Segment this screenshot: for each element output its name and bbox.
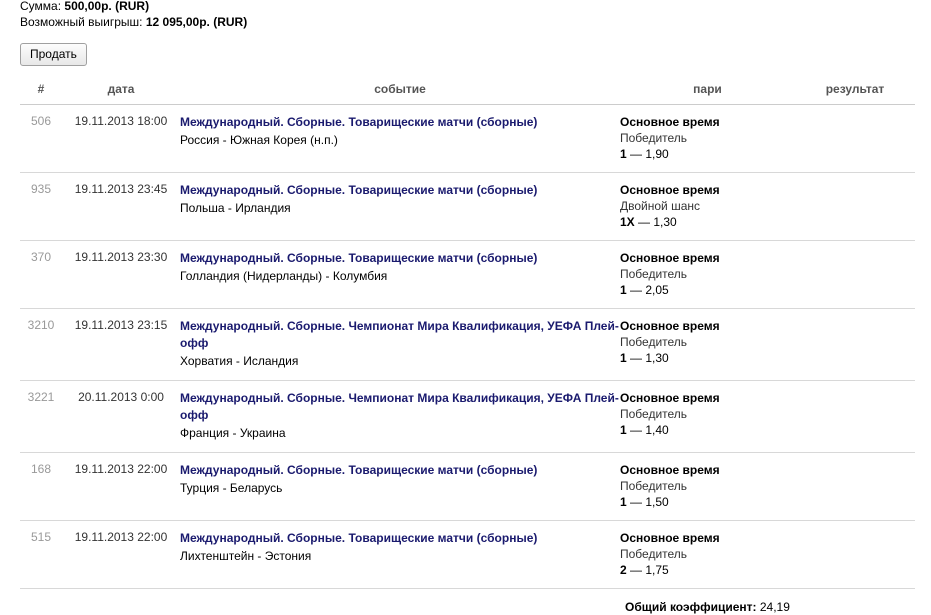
row-teams: Россия - Южная Корея (н.п.) bbox=[180, 132, 620, 149]
row-num: 370 bbox=[20, 241, 62, 309]
bets-table bbox=[20, 80, 915, 615]
row-result bbox=[795, 453, 915, 521]
row-odds-value: 1,90 bbox=[645, 147, 668, 161]
row-bet-type: Победитель bbox=[620, 334, 795, 350]
row-bet bbox=[620, 381, 795, 453]
summary-amount-value: 500,00р. (RUR) bbox=[64, 0, 149, 13]
row-date: 19.11.2013 23:30 bbox=[62, 241, 180, 309]
row-bet-type: Победитель bbox=[620, 478, 795, 494]
bet-summary bbox=[0, 0, 931, 30]
row-date: 19.11.2013 22:00 bbox=[62, 521, 180, 589]
table-row[interactable] bbox=[20, 521, 915, 589]
row-bet-type: Победитель bbox=[620, 130, 795, 146]
bets-table-foot bbox=[20, 589, 915, 615]
row-bet bbox=[620, 453, 795, 521]
row-teams: Польша - Ирландия bbox=[180, 200, 620, 217]
row-odds-value: 1,30 bbox=[653, 215, 676, 229]
row-teams: Голландия (Нидерланды) - Колумбия bbox=[180, 268, 620, 285]
bets-table-head bbox=[20, 80, 915, 105]
row-bet-pick: 1Х — 1,30 bbox=[620, 214, 795, 230]
footer-spacer-num bbox=[20, 589, 62, 615]
row-bet-type: Победитель bbox=[620, 266, 795, 282]
row-result bbox=[795, 241, 915, 309]
row-bet-period: Основное время bbox=[620, 114, 795, 130]
row-event bbox=[180, 309, 620, 381]
summary-amount-label: Сумма: bbox=[20, 0, 61, 13]
row-odds-value: 1,75 bbox=[645, 563, 668, 577]
row-pick-value: 1 bbox=[620, 147, 627, 161]
row-tournament: Международный. Сборные. Товарищеские матчи (сборные) bbox=[180, 462, 620, 479]
row-bet-pick: 1 — 1,50 bbox=[620, 494, 795, 510]
row-bet-type: Победитель bbox=[620, 546, 795, 562]
row-bet-period: Основное время bbox=[620, 390, 795, 406]
footer-total bbox=[620, 589, 915, 615]
footer-spacer-event bbox=[180, 589, 620, 615]
row-num: 168 bbox=[20, 453, 62, 521]
row-result bbox=[795, 381, 915, 453]
row-pick-value: 1 bbox=[620, 351, 627, 365]
table-row[interactable] bbox=[20, 453, 915, 521]
row-result bbox=[795, 173, 915, 241]
table-row[interactable] bbox=[20, 173, 915, 241]
row-bet-period: Основное время bbox=[620, 530, 795, 546]
row-num: 3210 bbox=[20, 309, 62, 381]
row-bet-pick: 2 — 1,75 bbox=[620, 562, 795, 578]
total-odds-value: 24,19 bbox=[760, 600, 790, 614]
row-pick-value: 1Х bbox=[620, 215, 635, 229]
row-bet bbox=[620, 173, 795, 241]
row-tournament: Международный. Сборные. Товарищеские матчи (сборные) bbox=[180, 530, 620, 547]
table-footer-row bbox=[20, 589, 915, 615]
row-pick-value: 1 bbox=[620, 423, 627, 437]
row-bet-period: Основное время bbox=[620, 462, 795, 478]
row-result bbox=[795, 521, 915, 589]
bets-table-body bbox=[20, 105, 915, 589]
footer-spacer-date bbox=[62, 589, 180, 615]
total-odds bbox=[621, 600, 914, 614]
row-num: 506 bbox=[20, 105, 62, 173]
table-row[interactable] bbox=[20, 381, 915, 453]
row-date: 19.11.2013 22:00 bbox=[62, 453, 180, 521]
row-num: 3221 bbox=[20, 381, 62, 453]
table-row[interactable] bbox=[20, 309, 915, 381]
table-row[interactable] bbox=[20, 105, 915, 173]
row-num: 515 bbox=[20, 521, 62, 589]
row-date: 19.11.2013 23:15 bbox=[62, 309, 180, 381]
row-event bbox=[180, 241, 620, 309]
row-bet-pick: 1 — 1,40 bbox=[620, 422, 795, 438]
row-pick-value: 1 bbox=[620, 495, 627, 509]
actions-bar bbox=[0, 30, 931, 66]
row-num: 935 bbox=[20, 173, 62, 241]
row-teams: Лихтенштейн - Эстония bbox=[180, 548, 620, 565]
row-teams: Турция - Беларусь bbox=[180, 480, 620, 497]
row-bet-period: Основное время bbox=[620, 182, 795, 198]
header-result: результат bbox=[795, 80, 915, 105]
summary-amount bbox=[20, 0, 931, 14]
table-row[interactable] bbox=[20, 241, 915, 309]
row-odds-value: 1,30 bbox=[645, 351, 668, 365]
header-event: событие bbox=[180, 80, 620, 105]
sell-button[interactable]: Продать bbox=[20, 43, 87, 66]
total-odds-label: Общий коэффициент: bbox=[625, 600, 757, 614]
row-tournament: Международный. Сборные. Товарищеские матчи (сборные) bbox=[180, 114, 620, 131]
row-event bbox=[180, 381, 620, 453]
summary-possible-win-label: Возможный выигрыш: bbox=[20, 15, 143, 29]
row-pick-value: 2 bbox=[620, 563, 627, 577]
row-bet bbox=[620, 521, 795, 589]
row-teams: Хорватия - Исландия bbox=[180, 353, 620, 370]
row-tournament: Международный. Сборные. Товарищеские матчи (сборные) bbox=[180, 182, 620, 199]
row-pick-value: 1 bbox=[620, 283, 627, 297]
header-bet: пари bbox=[620, 80, 795, 105]
row-bet bbox=[620, 241, 795, 309]
row-result bbox=[795, 309, 915, 381]
row-tournament: Международный. Сборные. Чемпионат Мира Квалификация, УЕФА Плей-офф bbox=[180, 390, 620, 424]
table-header-row bbox=[20, 80, 915, 105]
row-odds-value: 1,50 bbox=[645, 495, 668, 509]
row-event bbox=[180, 453, 620, 521]
row-odds-value: 2,05 bbox=[645, 283, 668, 297]
summary-possible-win bbox=[20, 14, 931, 30]
row-bet-type: Двойной шанс bbox=[620, 198, 795, 214]
row-tournament: Международный. Сборные. Чемпионат Мира Квалификация, УЕФА Плей-офф bbox=[180, 318, 620, 352]
row-odds-value: 1,40 bbox=[645, 423, 668, 437]
header-num: # bbox=[20, 80, 62, 105]
row-bet-period: Основное время bbox=[620, 250, 795, 266]
summary-possible-win-value: 12 095,00р. (RUR) bbox=[146, 15, 247, 29]
row-bet-period: Основное время bbox=[620, 318, 795, 334]
row-event bbox=[180, 173, 620, 241]
row-result bbox=[795, 105, 915, 173]
row-event bbox=[180, 521, 620, 589]
header-date: дата bbox=[62, 80, 180, 105]
row-bet bbox=[620, 309, 795, 381]
row-tournament: Международный. Сборные. Товарищеские матчи (сборные) bbox=[180, 250, 620, 267]
row-bet-pick: 1 — 2,05 bbox=[620, 282, 795, 298]
row-bet-pick: 1 — 1,30 bbox=[620, 350, 795, 366]
row-date: 20.11.2013 0:00 bbox=[62, 381, 180, 453]
row-date: 19.11.2013 18:00 bbox=[62, 105, 180, 173]
row-teams: Франция - Украина bbox=[180, 425, 620, 442]
row-bet-type: Победитель bbox=[620, 406, 795, 422]
row-date: 19.11.2013 23:45 bbox=[62, 173, 180, 241]
row-bet bbox=[620, 105, 795, 173]
row-event bbox=[180, 105, 620, 173]
row-bet-pick: 1 — 1,90 bbox=[620, 146, 795, 162]
